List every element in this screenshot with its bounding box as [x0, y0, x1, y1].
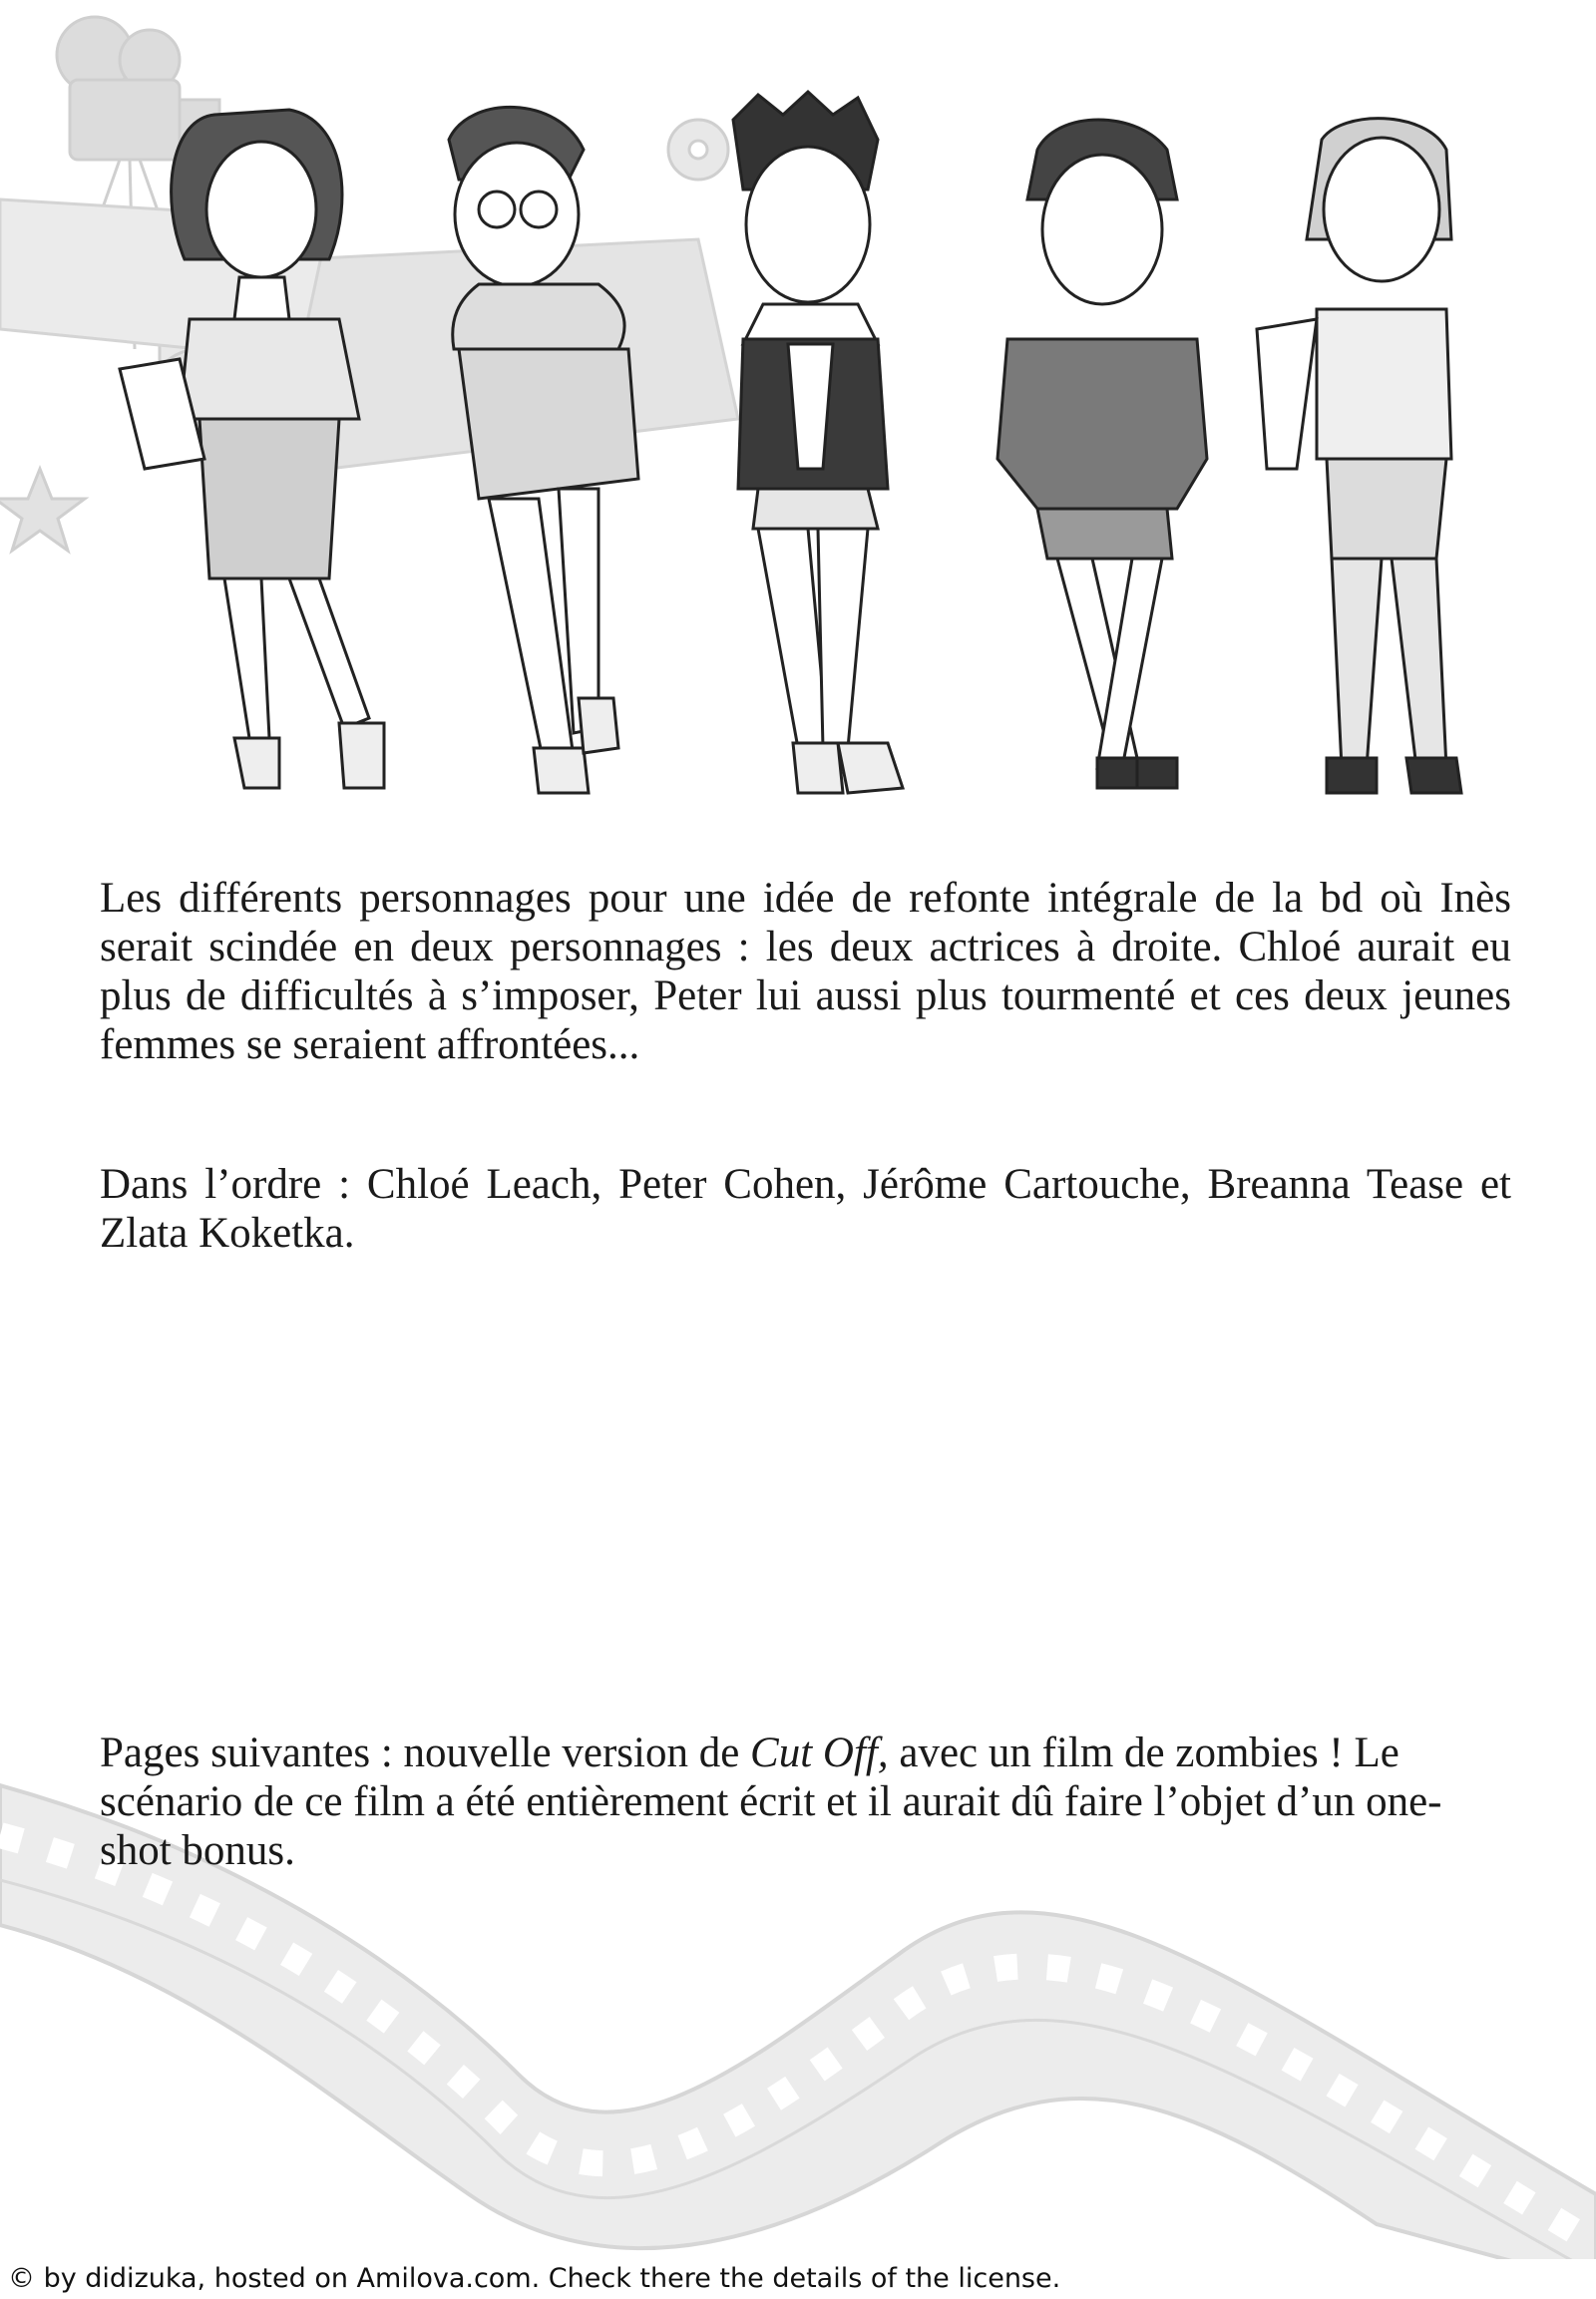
license-footer: [0, 2259, 1596, 2299]
next-pages-paragraph: [100, 1728, 1511, 1875]
character-order-paragraph: [100, 1160, 1511, 1258]
intro-paragraph: [100, 874, 1511, 1069]
character-peter-cohen: [449, 107, 638, 793]
next-pages-suffix: avec un film de zombies ! Le scénario de ce film a été entièrement écrit et il aurait dû faire l’objet d’un one-shot bonus.: [100, 1729, 1442, 1874]
character-jerome-cartouche: [733, 92, 903, 793]
license-credit-text: © by didizuka, hosted on Amilova.com. Check there the details of the license.: [8, 2263, 1061, 2294]
character-chloe-leach: [120, 110, 384, 788]
intro-paragraph-text: Les différents personnages pour une idée de refonte intégrale de la bd où Inès serait scindée en deux personnages : les deux actrices à droite. Chloé aurait eu plus de difficultés à s’imposer, Peter lui aussi plus tourmenté et ces deux jeunes femmes se seraient affrontées...: [100, 875, 1511, 1068]
character-zlata-koketka: [1257, 119, 1461, 793]
character-order-text: Dans l’ordre : Chloé Leach, Peter Cohen, Jérôme Cartouche, Breanna Tease et Zlata Koketka.: [100, 1161, 1511, 1257]
next-pages-prefix: Pages suivantes : nouvelle version de: [100, 1729, 751, 1776]
comic-title: Cut Off,: [750, 1729, 889, 1776]
next-pages-text: [100, 1728, 1511, 1875]
character-breanna-tease: [998, 120, 1207, 788]
character-lineup: [0, 0, 1596, 828]
